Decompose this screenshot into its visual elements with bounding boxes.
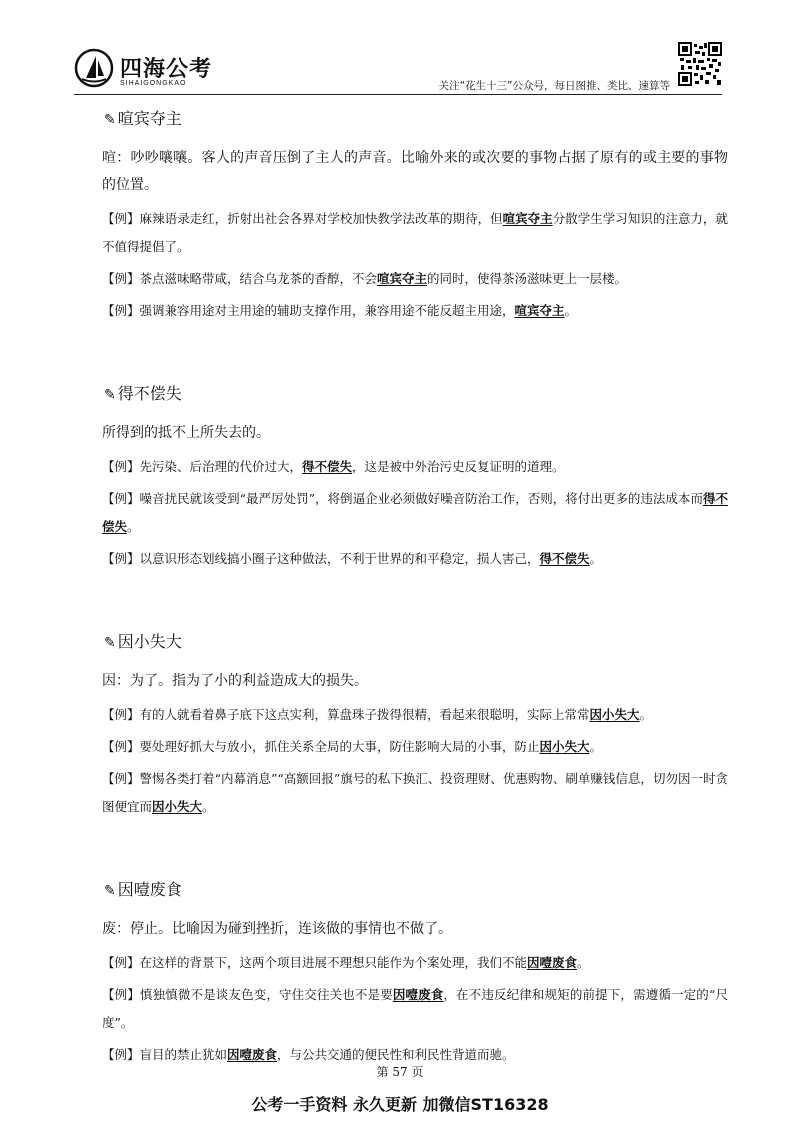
idiom-entry bbox=[102, 631, 728, 821]
example-sentence: 【例】警惕各类打着“内幕消息”“高额回报”旗号的私下换汇、投资理财、优惠购物、刷单赚钱信息，切勿因一时贪图便宜而因小失大。 bbox=[102, 771, 728, 814]
highlighted-idiom: 喧宾夺主 bbox=[514, 303, 565, 318]
example-sentence: 【例】在这样的背景下，这两个项目进展不理想只能作为个案处理，我们不能因噎废食。 bbox=[102, 955, 590, 970]
footer-watermark: 公考一手资料 永久更新 加微信ST16328 bbox=[251, 1095, 549, 1114]
example-sentence: 【例】麻辣语录走红，折射出社会各界对学校加快教学法改革的期待，但喧宾夺主分散学生学习知识的注意力，就不值得提倡了。 bbox=[102, 211, 728, 254]
idiom-heading bbox=[104, 879, 728, 902]
idiom-definition: 喧：吵吵嚷嚷。客人的声音压倒了主人的声音。比喻外来的或次要的事物占据了原有的或主要的事物的位置。 bbox=[102, 150, 728, 193]
highlighted-idiom: 得不偿失 bbox=[539, 551, 590, 566]
idiom-entry bbox=[102, 879, 728, 1069]
idiom-title: 因小失大 bbox=[117, 632, 182, 651]
example-sentence: 【例】盲目的禁止犹如因噎废食，与公共交通的便民性和利民性背道而驰。 bbox=[102, 1047, 515, 1062]
highlighted-idiom: 喧宾夺主 bbox=[502, 211, 553, 226]
highlighted-idiom: 得不偿失 bbox=[302, 459, 353, 474]
highlighted-idiom: 因噎废食 bbox=[527, 955, 578, 970]
highlighted-idiom: 因小失大 bbox=[152, 799, 203, 814]
highlighted-idiom: 因小失大 bbox=[589, 707, 640, 722]
qr-code-icon bbox=[678, 42, 722, 86]
idiom-heading bbox=[104, 108, 728, 131]
example-sentence: 【例】要处理好抓大与放小，抓住关系全局的大事，防住影响大局的小事，防止因小失大。 bbox=[102, 739, 603, 754]
example-sentence: 【例】茶点滋味略带咸，结合乌龙茶的香醇，不会喧宾夺主的同时，使得茶汤滋味更上一层楼。 bbox=[102, 271, 628, 286]
page-number: 第 57 页 bbox=[376, 1065, 424, 1079]
idiom-definition: 废：停止。比喻因为碰到挫折，连该做的事情也不做了。 bbox=[102, 921, 452, 937]
idiom-entry bbox=[102, 108, 728, 325]
idiom-entry bbox=[102, 383, 728, 573]
idiom-heading bbox=[104, 631, 728, 654]
example-sentence: 【例】先污染、后治理的代价过大，得不偿失，这是被中外治污史反复证明的道理。 bbox=[102, 459, 565, 474]
idiom-definition: 所得到的抵不上所失去的。 bbox=[102, 425, 270, 441]
highlighted-idiom: 因小失大 bbox=[539, 739, 590, 754]
brand-pinyin: SIHAIGONGKAO bbox=[120, 80, 187, 87]
idiom-title: 喧宾夺主 bbox=[117, 109, 182, 128]
sailboat-logo-icon bbox=[74, 48, 114, 88]
idiom-title: 因噎废食 bbox=[117, 880, 182, 899]
idiom-title: 得不偿失 bbox=[117, 384, 182, 403]
highlighted-idiom: 得不偿失 bbox=[102, 491, 728, 534]
header-divider bbox=[74, 94, 722, 95]
idiom-list bbox=[102, 108, 728, 1073]
pencil-icon: ✎ bbox=[104, 387, 116, 403]
pencil-icon: ✎ bbox=[104, 883, 116, 899]
header-slogan: 关注“花生十三”公众号，每日图推、类比、速算等 bbox=[438, 80, 670, 92]
page-header bbox=[74, 40, 722, 96]
example-sentence: 【例】强调兼容用途对主用途的辅助支撑作用，兼容用途不能反超主用途，喧宾夺主。 bbox=[102, 303, 578, 318]
brand-name: 四海公考 bbox=[120, 57, 213, 82]
highlighted-idiom: 因噎废食 bbox=[392, 987, 444, 1002]
highlighted-idiom: 喧宾夺主 bbox=[377, 271, 428, 286]
example-sentence: 【例】以意识形态划线搞小圈子这种做法，不利于世界的和平稳定，损人害己，得不偿失。 bbox=[102, 551, 603, 566]
idiom-heading bbox=[104, 383, 728, 406]
idiom-definition: 因：为了。指为了小的利益造成大的损失。 bbox=[102, 673, 368, 689]
example-sentence: 【例】有的人就看着鼻子底下这点实利，算盘珠子拨得很精，看起来很聪明，实际上常常因小失大。 bbox=[102, 707, 653, 722]
highlighted-idiom: 因噎废食 bbox=[227, 1047, 278, 1062]
pencil-icon: ✎ bbox=[104, 635, 116, 651]
example-sentence: 【例】噪音扰民就该受到“最严厉处罚”，将倒逼企业必须做好噪音防治工作，否则，将付出更多的违法成本而得不偿失。 bbox=[102, 491, 728, 534]
pencil-icon: ✎ bbox=[104, 112, 116, 128]
example-sentence: 【例】慎独慎微不是谈友色变，守住交往关也不是要因噎废食，在不违反纪律和规矩的前提下，需遵循一定的“尺度”。 bbox=[102, 987, 728, 1030]
